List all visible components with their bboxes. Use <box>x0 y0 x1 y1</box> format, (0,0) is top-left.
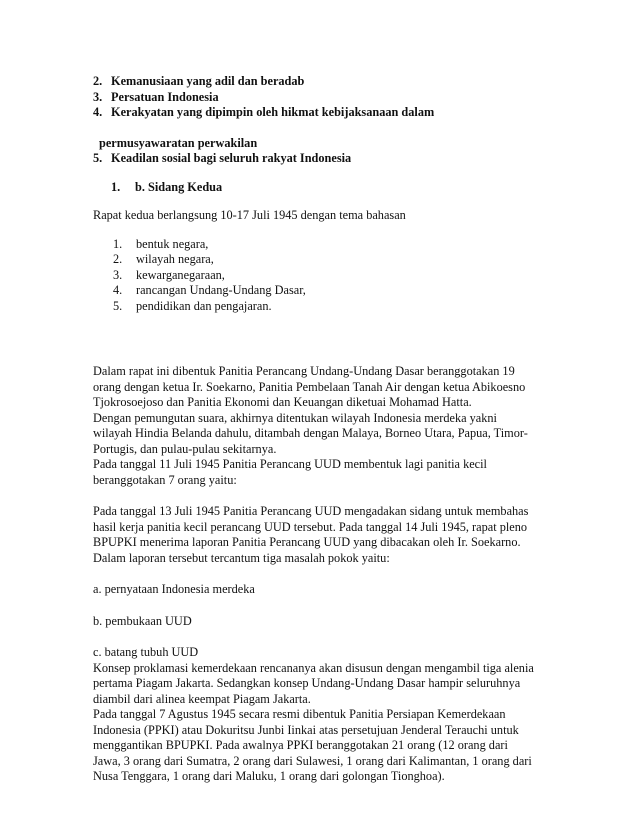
heading-text: b. Sidang Kedua <box>135 179 223 194</box>
list-text: rancangan Undang-Undang Dasar, <box>136 283 306 297</box>
list-number: 2. <box>93 74 103 88</box>
paragraph-session <box>93 504 553 566</box>
point-b: b. pembukaan UUD <box>93 613 192 628</box>
text-line: hasil kerja panitia kecil perancang UUD tersebut. Pada tanggal 14 Juli 1945, rapat pleno <box>93 519 528 534</box>
text-line: Pada tanggal 11 Juli 1945 Panitia Perancang UUD membentuk lagi panitia kecil <box>93 457 487 471</box>
list-number: 3. <box>113 267 123 282</box>
list-number: 2. <box>113 252 123 266</box>
list-item <box>93 151 553 167</box>
list-item <box>113 283 553 299</box>
text-line: Konsep proklamasi kemerdekaan rencananya akan disusun dengan mengambil tiga alenia <box>93 660 534 675</box>
text-line: menggantikan BPUPKI. Pada awalnya PPKI beranggotakan 21 orang (12 orang dari <box>93 738 508 752</box>
text-line: Dengan pemungutan suara, akhirnya ditentukan wilayah Indonesia merdeka yakni <box>93 410 497 425</box>
pancasila-list <box>93 74 553 167</box>
list-item <box>93 90 553 106</box>
paragraph-committees <box>93 364 553 488</box>
list-text: Kemanusiaan yang adil dan beradab <box>111 74 305 88</box>
list-text: Kerakyatan yang dipimpin oleh hikmat kebijaksanaan dalam <box>111 105 435 119</box>
list-item <box>113 252 553 268</box>
text-line: BPUPKI menerima laporan Panitia Perancang UUD yang dibacakan oleh Ir. Soekarno. <box>93 535 521 549</box>
list-text: permusyawaratan perwakilan <box>99 135 258 150</box>
list-number: 1. <box>113 236 123 251</box>
list-number: 3. <box>93 89 103 104</box>
list-number: 5. <box>113 298 123 313</box>
list-item-continuation <box>93 136 553 152</box>
list-item <box>93 74 553 90</box>
intro-paragraph: Rapat kedua berlangsung 10-17 Juli 1945 dengan tema bahasan <box>93 208 406 222</box>
text-line: beranggotakan 7 orang yaitu: <box>93 472 237 487</box>
heading-number: 1. <box>111 179 121 194</box>
list-number: 5. <box>93 151 103 165</box>
point-c: c. batang tubuh UUD <box>93 645 199 659</box>
text-line: Pada tanggal 13 Juli 1945 Panitia Perancang UUD mengadakan sidang untuk membahas <box>93 504 529 518</box>
list-text: kewarganegaraan, <box>136 267 225 282</box>
list-text: bentuk negara, <box>136 236 209 251</box>
text-line: wilayah Hindia Belanda dahulu, ditambah dengan Malaya, Borneo Utara, Papua, Timor- <box>93 426 528 440</box>
list-item <box>113 299 553 315</box>
text-line: orang dengan ketua Ir. Soekarno, Panitia Pembelaan Tanah Air dengan ketua Abikoesno <box>93 379 526 394</box>
text-line: Portugis, dan pulau-pulau sekitarnya. <box>93 441 277 456</box>
paragraph-proclamation <box>93 661 553 785</box>
document-body <box>93 74 553 785</box>
text-line: Nusa Tenggara, 1 orang dari Maluku, 1 orang dari golongan Tionghoa). <box>93 769 445 783</box>
text-line: Indonesia (PPKI) atau Dokuritsu Junbi Iinkai atas persetujuan Jenderal Terauchi untuk <box>93 722 519 737</box>
list-text: pendidikan dan pengajaran. <box>136 298 272 313</box>
list-text: wilayah negara, <box>136 252 214 266</box>
text-line: pertama Piagam Jakarta. Sedangkan konsep Undang-Undang Dasar hampir seluruhnya <box>93 676 521 690</box>
list-item <box>93 105 553 121</box>
list-text: Persatuan Indonesia <box>111 89 219 104</box>
list-item <box>113 268 553 284</box>
point-a: a. pernyataan Indonesia merdeka <box>93 582 255 596</box>
text-line: diambil dari alinea keempat Piagam Jakarta. <box>93 691 311 706</box>
text-line: Dalam rapat ini dibentuk Panitia Perancang Undang-Undang Dasar beranggotakan 19 <box>93 364 515 378</box>
text-line: Jawa, 3 orang dari Sumatra, 2 orang dari Sulawesi, 1 orang dari Kalimantan, 1 orang dari <box>93 753 532 768</box>
text-line: Tjokrosoejoso dan Panitia Ekonomi dan Keuangan diketuai Mohamad Hatta. <box>93 395 472 409</box>
list-number: 4. <box>93 105 103 119</box>
list-number: 4. <box>113 283 123 297</box>
topics-list <box>113 237 553 315</box>
text-line: Dalam laporan tersebut tercantum tiga masalah pokok yaitu: <box>93 550 390 565</box>
text-line: Pada tanggal 7 Agustus 1945 secara resmi dibentuk Panitia Persiapan Kemerdekaan <box>93 707 506 721</box>
section-heading <box>93 180 553 196</box>
list-item <box>113 237 553 253</box>
list-text: Keadilan sosial bagi seluruh rakyat Indonesia <box>111 151 352 165</box>
